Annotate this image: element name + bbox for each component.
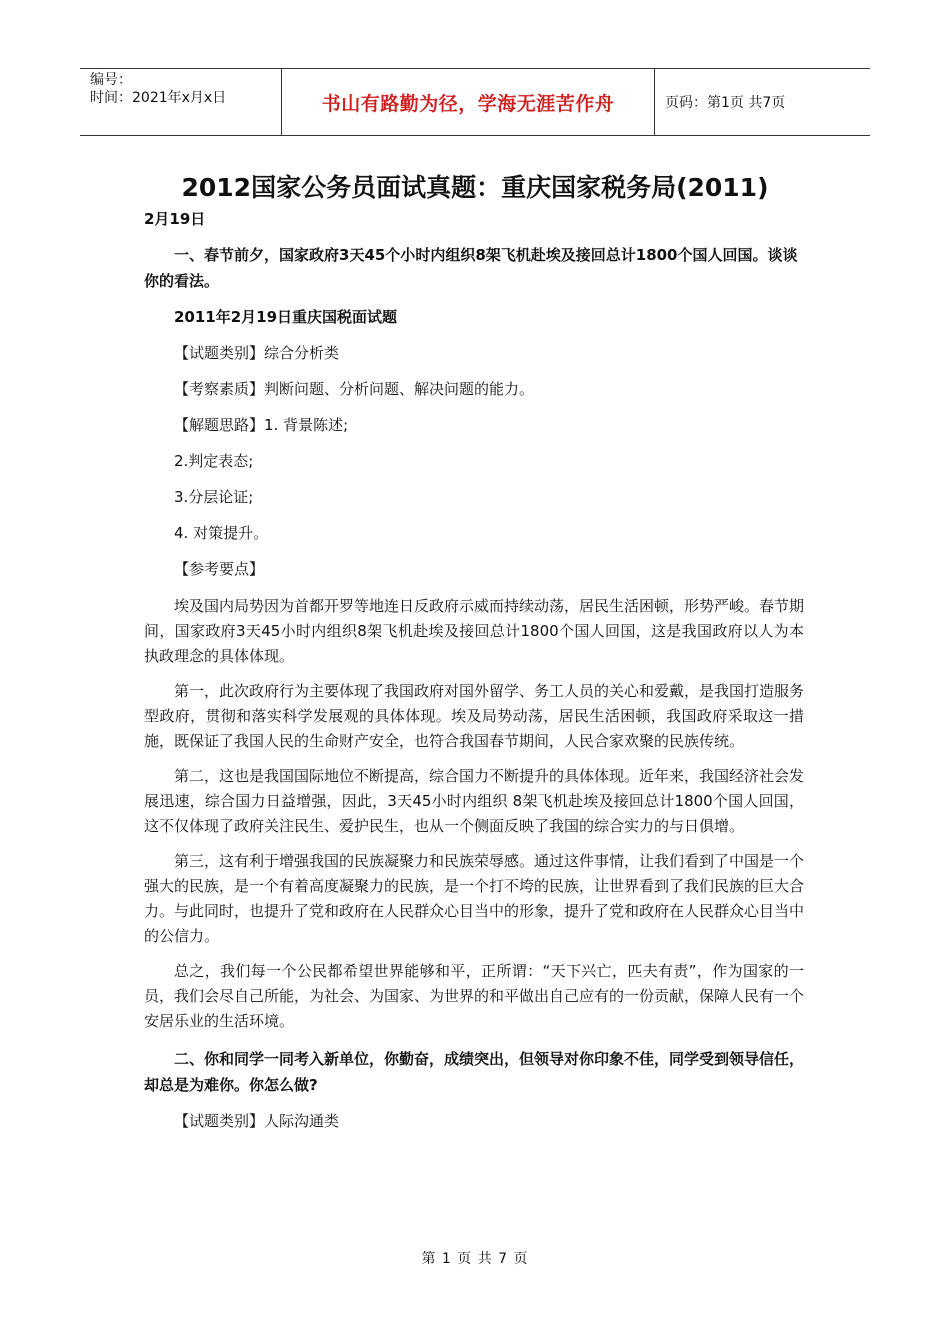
approach-step-1: 【解题思路】1. 背景陈述; [174,416,349,434]
question-1: 一、春节前夕，国家政府3天45个小时内组织8架飞机赴埃及接回总计1800个国人回国。谈谈你的看法。 [144,246,798,290]
exam-subtitle: 2011年2月19日重庆国税面试题 [174,308,398,326]
header-page-number: 页码：第1页 共7页 [665,95,786,111]
page-footer: 第 1 页 共 7 页 [421,1251,529,1267]
document-time: 时间：2021年x月x日 [90,90,227,106]
document-header [80,68,870,136]
answer-paragraph-3: 第二，这也是我国国际地位不断提高，综合国力不断提升的具体体现。近年来，我国经济社会发展迅速，综合国力日益增强，因此，3天45小时内组织 8架飞机赴埃及接回总计1800个国人回国，这不仅体现了政府关注民生、爱护民生，也从一个侧面反映了我国的综合实力的与日俱增。 [144,767,805,835]
date-line: 2月19日 [144,210,206,228]
header-page-cell [655,69,870,135]
question-2: 二、你和同学一同考入新单位，你勤奋，成绩突出，但领导对你印象不佳，同学受到领导信任，却总是为难你。你怎么做? [144,1050,805,1094]
answer-paragraph-1: 埃及国内局势因为首都开罗等地连日反政府示威而持续动荡，居民生活困顿，形势严峻。春节期间，国家政府3天45小时内组织8架飞机赴埃及接回总计1800个国人回国，这是我国政府以人为本执政理念的具体体现。 [144,597,805,665]
answer-paragraph-4: 第三，这有利于增强我国的民族凝聚力和民族荣辱感。通过这件事情，让我们看到了中国是一个强大的民族，是一个有着高度凝聚力的民族，是一个打不垮的民族，让世界看到了我们民族的巨大合力。与此同时，也提升了党和政府在人民群众心目当中的形象，提升了党和政府在人民群众心目当中的公信力。 [144,852,805,945]
question-type-1: 【试题类别】综合分析类 [174,344,340,362]
question-type-2: 【试题类别】人际沟通类 [174,1112,340,1130]
answer-paragraph-5: 总之，我们每一个公民都希望世界能够和平，正所谓：“天下兴亡，匹夫有责”，作为国家的一员，我们会尽自己所能，为社会、为国家、为世界的和平做出自己应有的一份贡献，保障人民有一个安居乐业的生活环境。 [144,962,805,1030]
document-body [144,206,804,1134]
quality-assessed-1: 【考察素质】判断问题、分析问题、解决问题的能力。 [174,380,535,398]
header-motto-cell [282,69,655,135]
approach-step-2: 2.判定表态; [174,452,254,470]
document-number: 编号： [90,72,132,88]
approach-step-3: 3.分层论证; [174,488,254,506]
header-meta [80,69,282,135]
answer-paragraph-2: 第一，此次政府行为主要体现了我国政府对国外留学、务工人员的关心和爱戴，是我国打造服务型政府，贯彻和落实科学发展观的具体体现。埃及局势动荡，居民生活困顿，我国政府采取这一措施，既保证了我国人民的生命财产安全，也符合我国春节期间，人民合家欢聚的民族传统。 [144,682,805,750]
document-title: 2012国家公务员面试真题：重庆国家税务局(2011) [181,173,769,202]
header-motto: 书山有路勤为径，学海无涯苦作舟 [321,92,615,115]
approach-step-4: 4. 对策提升。 [174,524,269,542]
reference-heading: 【参考要点】 [174,560,265,578]
